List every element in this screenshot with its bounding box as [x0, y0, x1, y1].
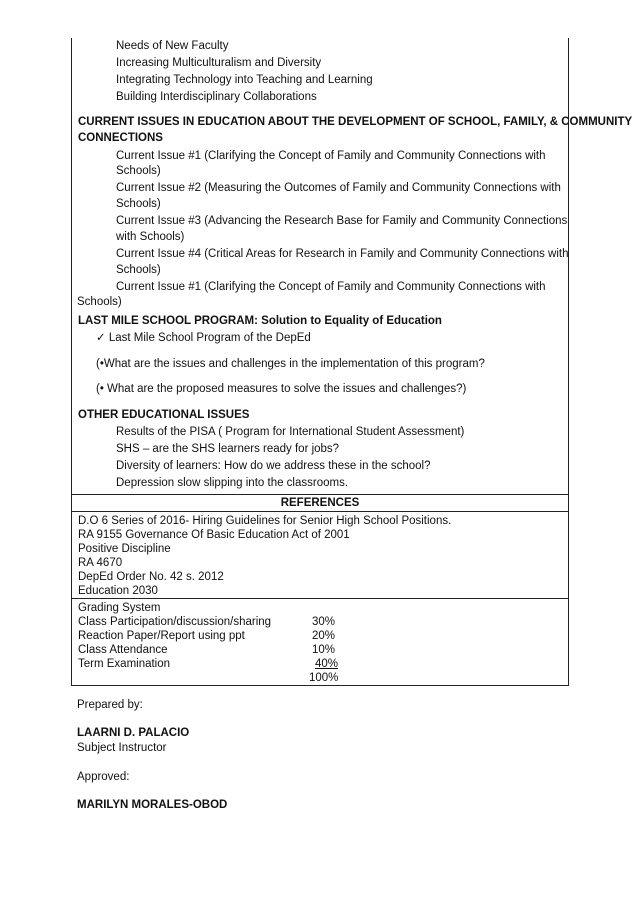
- current-issues-heading-cont: CONNECTIONS: [78, 132, 163, 144]
- references-list: [72, 511, 568, 598]
- reference-item: Education 2030: [78, 585, 158, 597]
- grading-label: Class Participation/discussion/sharing: [78, 616, 272, 628]
- grading-label: Reaction Paper/Report using ppt: [78, 630, 245, 642]
- last-mile-question: (•What are the issues and challenges in the implementation of this program?: [96, 358, 485, 370]
- prepared-by-label: Prepared by:: [77, 699, 143, 711]
- preparer-title: Subject Instructor: [77, 742, 167, 754]
- grading-value: 10%: [312, 644, 336, 656]
- current-issue-item: Current Issue #2 (Measuring the Outcomes of Family and Community Connections with: [116, 182, 561, 194]
- approved-label: Approved:: [77, 771, 130, 783]
- other-issues-heading: OTHER EDUCATIONAL ISSUES: [78, 409, 250, 421]
- reference-item: Positive Discipline: [78, 543, 171, 555]
- other-issue-item: Results of the PISA ( Program for International Student Assessment): [116, 426, 465, 438]
- references-heading: REFERENCES: [280, 497, 360, 509]
- grading-label: Term Examination: [78, 658, 171, 670]
- syllabus-table: [71, 38, 633, 686]
- other-issue-item: Diversity of learners: How do we address these in the school?: [116, 460, 431, 472]
- other-issue-item: SHS – are the SHS learners ready for jobs?: [116, 443, 340, 455]
- current-issue-item-cont: Schools): [116, 165, 161, 177]
- grading-total: 100%: [309, 672, 339, 684]
- grading-value: 40%: [315, 658, 339, 670]
- current-issues-heading: CURRENT ISSUES IN EDUCATION ABOUT THE DEVELOPMENT OF SCHOOL, FAMILY, & COMMUNITY: [78, 116, 633, 128]
- grading-value: 30%: [312, 616, 336, 628]
- current-issue-item: Current Issue #1 (Clarifying the Concept of Family and Community Connections with: [116, 150, 546, 162]
- grading-value: 20%: [312, 630, 336, 642]
- topics-section: [72, 38, 633, 494]
- grading-title: Grading System: [78, 602, 161, 614]
- current-issue-item-cont: Schools): [116, 264, 161, 276]
- current-issue-item: Current Issue #4 (Critical Areas for Research in Family and Community Connections with: [116, 248, 569, 260]
- current-issue-item: Current Issue #1 (Clarifying the Concept of Family and Community Connections with: [116, 281, 546, 293]
- other-issue-item: Depression slow slipping into the classrooms.: [116, 477, 349, 489]
- last-mile-check-item: ✓ Last Mile School Program of the DepEd: [96, 332, 311, 344]
- faculty-item: Integrating Technology into Teaching and Learning: [116, 74, 373, 86]
- last-mile-heading: LAST MILE SCHOOL PROGRAM: Solution to Equality of Education: [78, 315, 442, 327]
- references-header-row: [72, 494, 568, 511]
- faculty-item: Building Interdisciplinary Collaborations: [116, 91, 317, 103]
- reference-item: D.O 6 Series of 2016- Hiring Guidelines for Senior High School Positions.: [78, 515, 452, 527]
- current-issue-item: Current Issue #3 (Advancing the Research Base for Family and Community Connections: [116, 215, 568, 227]
- current-issue-item-cont: Schools): [116, 198, 161, 210]
- grading-system: [72, 598, 568, 685]
- reference-item: DepEd Order No. 42 s. 2012: [78, 571, 224, 583]
- current-issue-item-cont: with Schools): [116, 231, 185, 243]
- grading-label: Class Attendance: [78, 644, 168, 656]
- preparer-name: LAARNI D. PALACIO: [77, 727, 190, 739]
- approver-name: MARILYN MORALES-OBOD: [77, 799, 228, 811]
- faculty-item: Increasing Multiculturalism and Diversity: [116, 57, 322, 69]
- faculty-item: Needs of New Faculty: [116, 40, 229, 52]
- last-mile-question: (• What are the proposed measures to solve the issues and challenges?): [96, 383, 467, 395]
- reference-item: RA 9155 Governance Of Basic Education Act of 2001: [78, 529, 350, 541]
- current-issue-item-cont: Schools): [77, 296, 122, 308]
- reference-item: RA 4670: [78, 557, 123, 569]
